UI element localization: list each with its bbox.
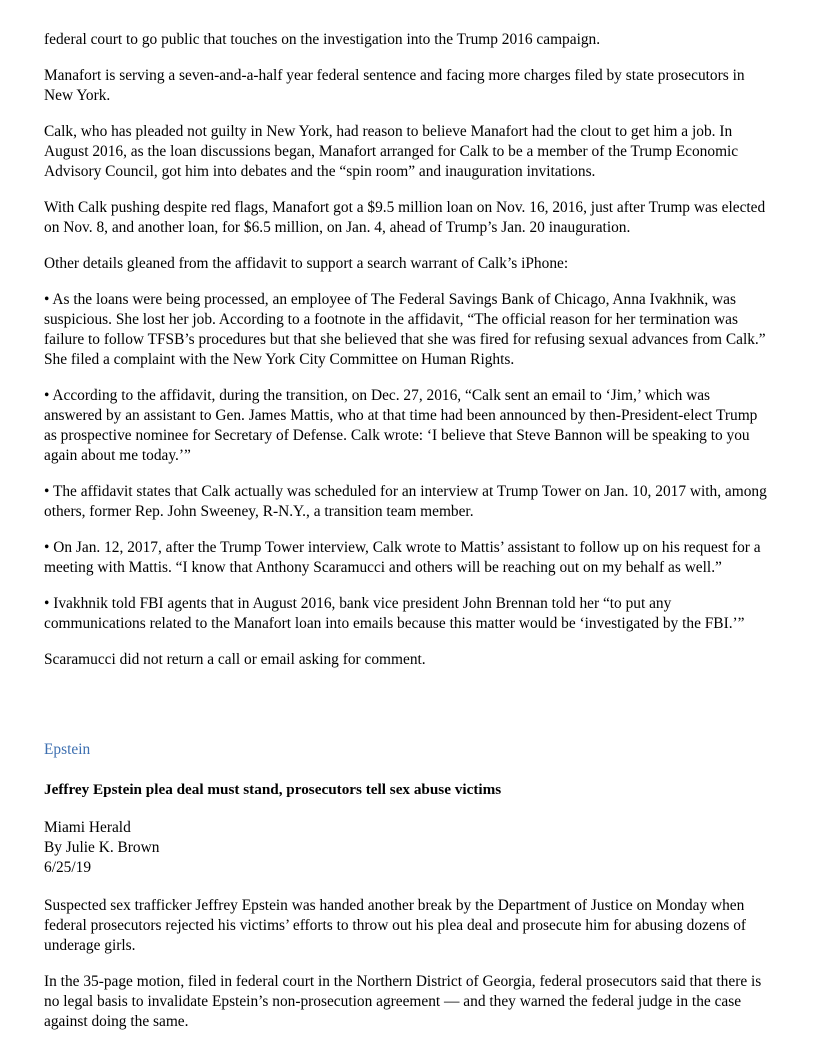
paragraph-affidavit-intro: Other details gleaned from the affidavit to support a search warrant of Calk’s iPhone:	[44, 255, 569, 273]
paragraph-manafort-sentence: Manafort is serving a seven-and-a-half year federal sentence and facing more charges filed by state prosecutors in New York.	[44, 67, 745, 105]
byline-author: By Julie K. Brown	[44, 839, 160, 857]
paragraph-calk-background: Calk, who has pleaded not guilty in New York, had reason to believe Manafort had the clout to get him a job. In August 2016, as the loan discussions began, Manafort arranged for Calk to be a member of the Trump Economic Advisory Council, got him into debates and the “spin room” and inauguration invitations.	[44, 123, 739, 181]
byline-date: 6/25/19	[44, 859, 92, 877]
section-spacer	[44, 686, 770, 712]
article-headline: Jeffrey Epstein plea deal must stand, prosecutors tell sex abuse victims	[44, 781, 502, 799]
byline-source: Miami Herald	[44, 819, 131, 837]
bullet-item: • As the loans were being processed, an employee of The Federal Savings Bank of Chicago, Anna Ivakhnik, was suspicious. She lost her job. According to a footnote in the affidavit, “The official reason for her termination was failure to follow TFSB’s procedures but that she believed that she was fired for refusing sexual advances from Calk.” She filed a complaint with the New York City Committee on Human Rights.	[44, 291, 766, 369]
paragraph-scaramucci-comment: Scaramucci did not return a call or email asking for comment.	[44, 651, 426, 669]
section-paragraph: In the 35-page motion, filed in federal court in the Northern District of Georgia, federal prosecutors said that there is no legal basis to invalidate Epstein’s non-prosecution agreement — and they warned the federal judge in the case against doing the same.	[44, 973, 762, 1031]
document-body	[44, 30, 770, 1032]
article-byline	[44, 818, 770, 878]
section-link-epstein[interactable]: Epstein	[44, 741, 91, 759]
bullet-item: • Ivakhnik told FBI agents that in August 2016, bank vice president John Brennan told her “to put any communications related to the Manafort loan into emails because this matter would be ‘investigated by the FBI.’”	[44, 595, 745, 633]
bullet-item: • According to the affidavit, during the transition, on Dec. 27, 2016, “Calk sent an email to ‘Jim,’ which was answered by an assistant to Gen. James Mattis, who at that time had been announced by then-President-elect Trump as prospective nominee for Secretary of Defense. Calk wrote: ‘I believe that Steve Bannon will be speaking to you again about me today.’”	[44, 387, 758, 465]
paragraph-continuation: federal court to go public that touches on the investigation into the Trump 2016 campaign.	[44, 31, 601, 48]
paragraph-loans: With Calk pushing despite red flags, Manafort got a $9.5 million loan on Nov. 16, 2016, just after Trump was elected on Nov. 8, and another loan, for $6.5 million, on Jan. 4, ahead of Trump’s Jan. 20 inauguration.	[44, 199, 766, 237]
section-paragraph: Suspected sex trafficker Jeffrey Epstein was handed another break by the Department of Justice on Monday when federal prosecutors rejected his victims’ efforts to throw out his plea deal and prosecute him for abusing dozens of underage girls.	[44, 897, 747, 955]
bullet-item: • The affidavit states that Calk actually was scheduled for an interview at Trump Tower on Jan. 10, 2017 with, among others, former Rep. John Sweeney, R-N.Y., a transition team member.	[44, 483, 767, 521]
bullet-item: • On Jan. 12, 2017, after the Trump Tower interview, Calk wrote to Mattis’ assistant to follow up on his request for a meeting with Mattis. “I know that Anthony Scaramucci and others will be reaching out on my behalf as well.”	[44, 539, 761, 577]
